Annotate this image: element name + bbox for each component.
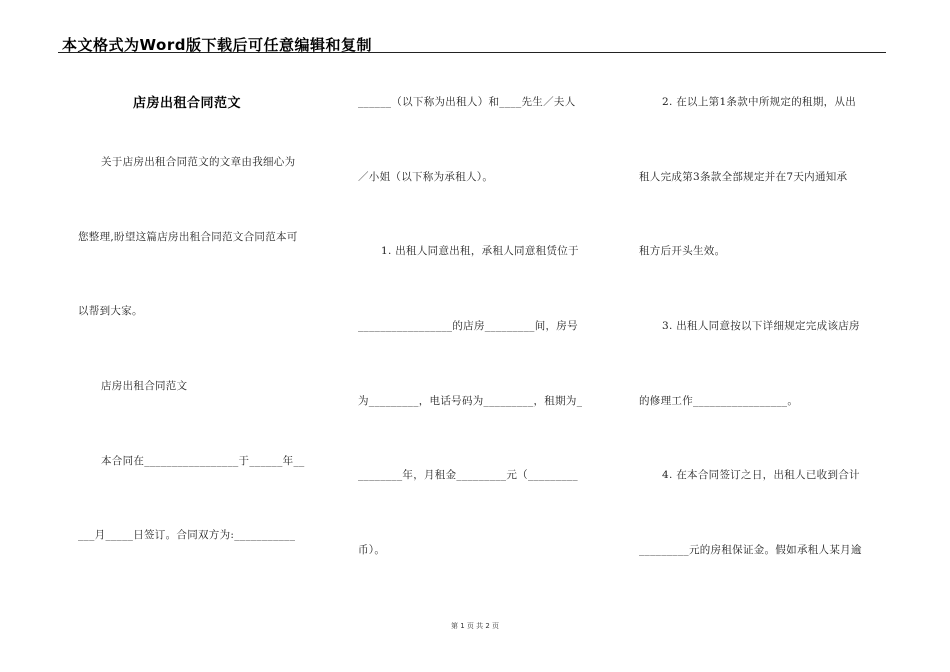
document-title: 店房出租合同范文: [133, 96, 242, 111]
col1-line-6: ___月_____日签订。合同双方为:___________: [78, 529, 296, 541]
col3-line-2: 租人完成第3条款全部规定并在7天内通知承: [639, 171, 848, 183]
col3-line-6: 4. 在本合同签订之日，出租人已收到合计: [662, 469, 860, 481]
col3-line-1: 2. 在以上第1条款中所规定的租期，从出: [662, 96, 857, 108]
col1-line-2: 您整理,盼望这篇店房出租合同范文合同范本可: [78, 231, 298, 243]
col2-line-7: 币）。: [358, 544, 386, 556]
page-number: 第 1 页 共 2 页: [450, 622, 500, 630]
col3-line-3: 租方后开头生效。: [639, 245, 726, 257]
col1-line-5: 本合同在_________________于______年__: [101, 455, 305, 467]
col1-line-1: 关于店房出租合同范文的文章由我细心为: [101, 156, 296, 168]
col3-line-7: _________元的房租保证金。假如承租人某月逾: [639, 544, 862, 556]
header-title: 本文格式为Word版下载后可任意编辑和复制: [62, 36, 372, 54]
col2-line-2: ／小姐（以下称为承租人）。: [358, 171, 494, 183]
col1-line-3: 以帮到大家。: [78, 305, 143, 317]
col1-line-4: 店房出租合同范文: [101, 380, 188, 392]
col2-line-5: 为_________，电话号码为_________，租期为_: [358, 395, 583, 407]
col3-line-5: 的修理工作_________________。: [639, 395, 799, 407]
col2-line-1: ______（以下称为出租人）和____先生／夫人: [358, 96, 576, 108]
col2-line-3: 1. 出租人同意出租，承租人同意租赁位于: [381, 245, 579, 257]
col2-line-4: _________________的店房_________间，房号: [358, 320, 578, 332]
header-divider: [58, 52, 886, 53]
col3-line-4: 3. 出租人同意按以下详细规定完成该店房: [662, 320, 860, 332]
col2-line-6: ________年，月租金_________元（_________: [358, 469, 578, 481]
